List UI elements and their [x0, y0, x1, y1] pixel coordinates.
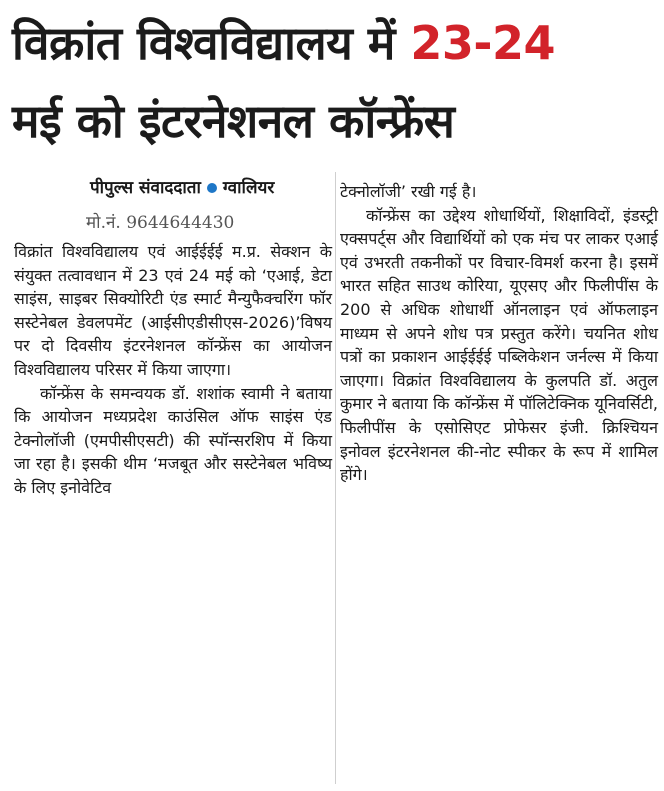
article-right-column [340, 180, 658, 487]
byline [90, 174, 330, 202]
byline-dot-icon [207, 183, 217, 193]
headline-line-1-text: विक्रांत विश्वविद्यालय में [12, 16, 411, 70]
column-divider [335, 172, 336, 784]
headline-line-1 [12, 4, 652, 82]
byline-author: पीपुल्स संवाददाता [90, 178, 201, 198]
article-paragraph: विक्रांत विश्वविद्यालय एवं आईईईई म.प्र. सेक्शन के संयुक्त तत्वावधान में 23 एवं 24 मई को ‘एआई, डेटा साइंस, साइबर सिक्योरिटी एंड स्मार्ट मैन्युफैक्चरिंग फॉर सस्टेनेबल डेवलपमेंट (आईसीएडीसीएस-2026)’विषय पर दो दिवसीय इंटरनेशनल कॉन्फ्रेंस का आयोजन विश्वविद्यालय परिसर में किया जाएगा। [14, 242, 332, 379]
article-left-column [14, 240, 332, 500]
article-paragraph: कॉन्फ्रेंस का उद्देश्य शोधार्थियों, शिक्षाविदों, इंडस्ट्री एक्सपर्ट्स और विद्यार्थियों को एक मंच पर लाकर एआई एवं उभरती तकनीकों पर विचार-विमर्श करना है। इसमें भारत सहित साउथ कोरिया, यूएसए और फिलीपींस के 200 से अधिक शोधार्थी ऑनलाइन एवं ऑफलाइन माध्यम से अपने शोध पत्र प्रस्तुत करेंगे। चयनित शोध पत्रों का प्रकाशन आईईईई पब्लिकेशन जर्नल्स में किया जाएगा। विक्रांत विश्वविद्यालय के कुलपति डॉ. अतुल कुमार ने बताया कि कॉन्फ्रेंस में पॉलिटेक्निक यूनिवर्सिटी, फिलीपींस के एसोसिएट प्रोफेसर इंजी. क्रिश्चियन इनोवल इंटरनेशनल की-नोट स्पीकर के रूप में शामिल होंगे। [340, 205, 658, 485]
article-paragraph: टेक्नोलॉजी’ रखी गई है। [340, 182, 477, 201]
headline-line-2: मई को इंटरनेशनल कॉन्फ्रेंस [12, 94, 455, 148]
headline-date-accent: 23-24 [410, 16, 555, 70]
byline-city: ग्वालियर [222, 178, 275, 198]
article-paragraph: कॉन्फ्रेंस के समन्वयक डॉ. शशांक स्वामी ने बताया कि आयोजन मध्यप्रदेश काउंसिल ऑफ साइंस एंड टेक्नोलॉजी (एमपीसीएसटी) की स्पॉन्सरशिप में किया जा रहा है। इसकी थीम ‘मजबूत और सस्टेनेबल भविष्य के लिए इनोवेटिव [14, 383, 332, 497]
headline [12, 4, 652, 160]
reporter-phone: मो.नं. 9644644430 [86, 213, 235, 233]
